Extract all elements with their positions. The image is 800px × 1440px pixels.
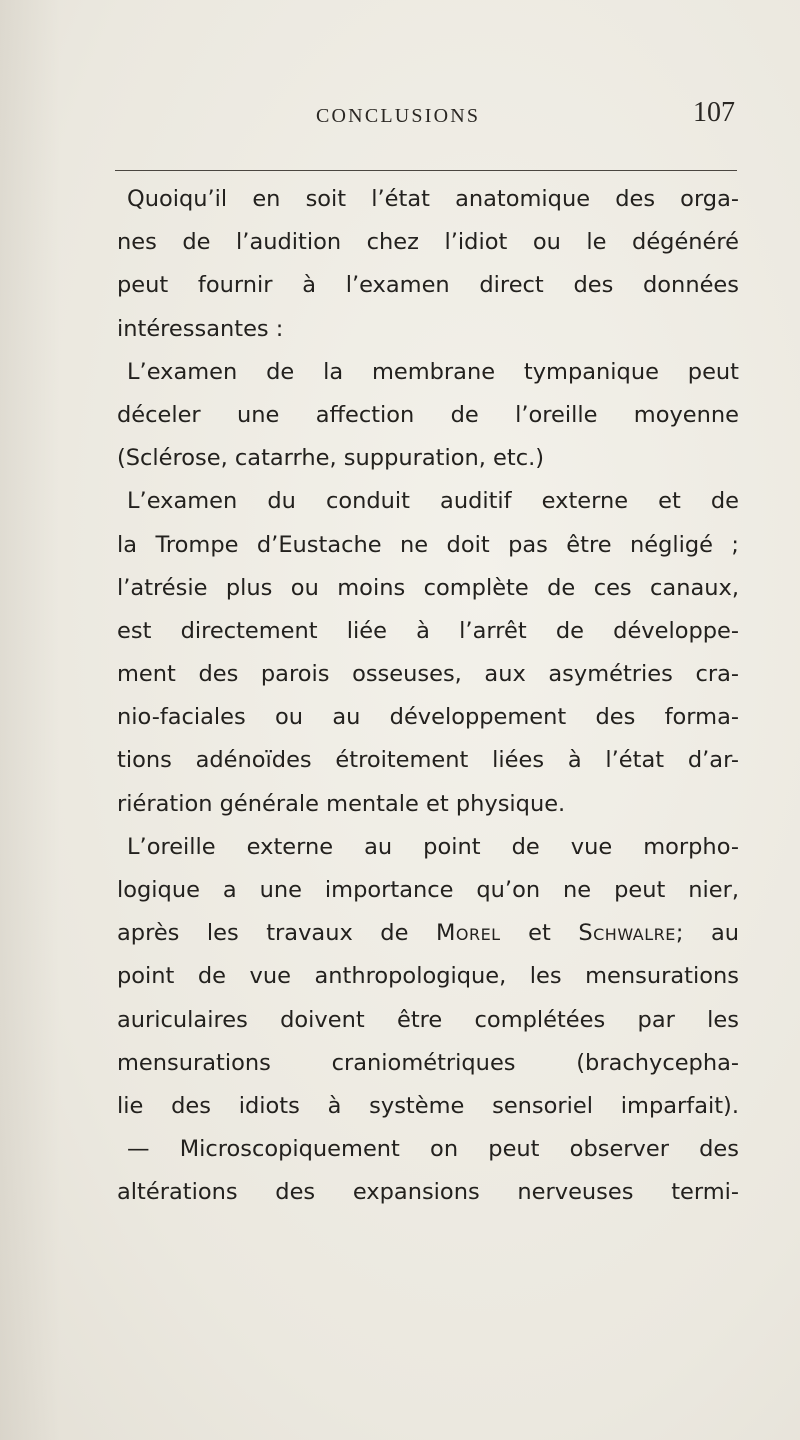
author-name-morel: Morel [435, 920, 501, 947]
body-text [117, 178, 739, 1215]
text-line: tions adénoïdes étroitement liées à l’état d’ar- [117, 747, 739, 774]
author-name-schwalre: Schwalre [578, 920, 676, 947]
page-number: 107 [693, 97, 735, 128]
text-line: L’oreille externe au point de vue morpho- [127, 833, 739, 860]
text-line: (Sclérose, catarrhe, suppuration, etc.) [117, 445, 545, 472]
running-head [115, 97, 737, 143]
text-line: riération générale mentale et physique. [117, 790, 566, 817]
text-line: Quoiqu’il en soit l’état anatomique des orga- [127, 186, 739, 212]
text-line: auriculaires doivent être complétées par les [117, 1006, 739, 1033]
running-title: CONCLUSIONS [316, 105, 481, 127]
text-line: lie des idiots à système sensoriel imparfait). [117, 1092, 739, 1119]
text-run: et [528, 920, 551, 947]
text-line: intéressantes : [117, 315, 284, 342]
text-line: L’examen de la membrane tympanique peut [127, 358, 739, 385]
text-line: déceler une affection de l’oreille moyenne [117, 401, 739, 428]
text-line: altérations des expansions nerveuses termi- [117, 1179, 739, 1206]
text-line: nio-faciales ou au développement des forma- [117, 704, 739, 731]
text-line: point de vue anthropologique, les mensurations [117, 963, 739, 990]
text-line: l’atrésie plus ou moins complète de ces canaux, [117, 574, 739, 601]
text-line: logique a une importance qu’on ne peut nier, [117, 877, 739, 903]
text-line-mixed [117, 912, 739, 955]
text-line: peut fournir à l’examen direct des données [117, 272, 739, 299]
text-line: la Trompe d’Eustache ne doit pas être négligé ; [117, 531, 739, 558]
text-line: — Microscopiquement on peut observer des [127, 1136, 739, 1163]
header-rule [115, 170, 737, 171]
text-line: L’examen du conduit auditif externe et de [127, 488, 739, 515]
text-line: est directement liée à l’arrêt de développe- [117, 617, 739, 644]
text-line: nes de l’audition chez l’idiot ou le dégénéré [117, 229, 739, 256]
text-run: après les travaux de [117, 920, 409, 947]
text-line: mensurations craniométriques (brachycepha- [117, 1049, 739, 1076]
text-run: ; au [675, 920, 740, 947]
text-line: ment des parois osseuses, aux asymétries cra- [117, 661, 739, 688]
